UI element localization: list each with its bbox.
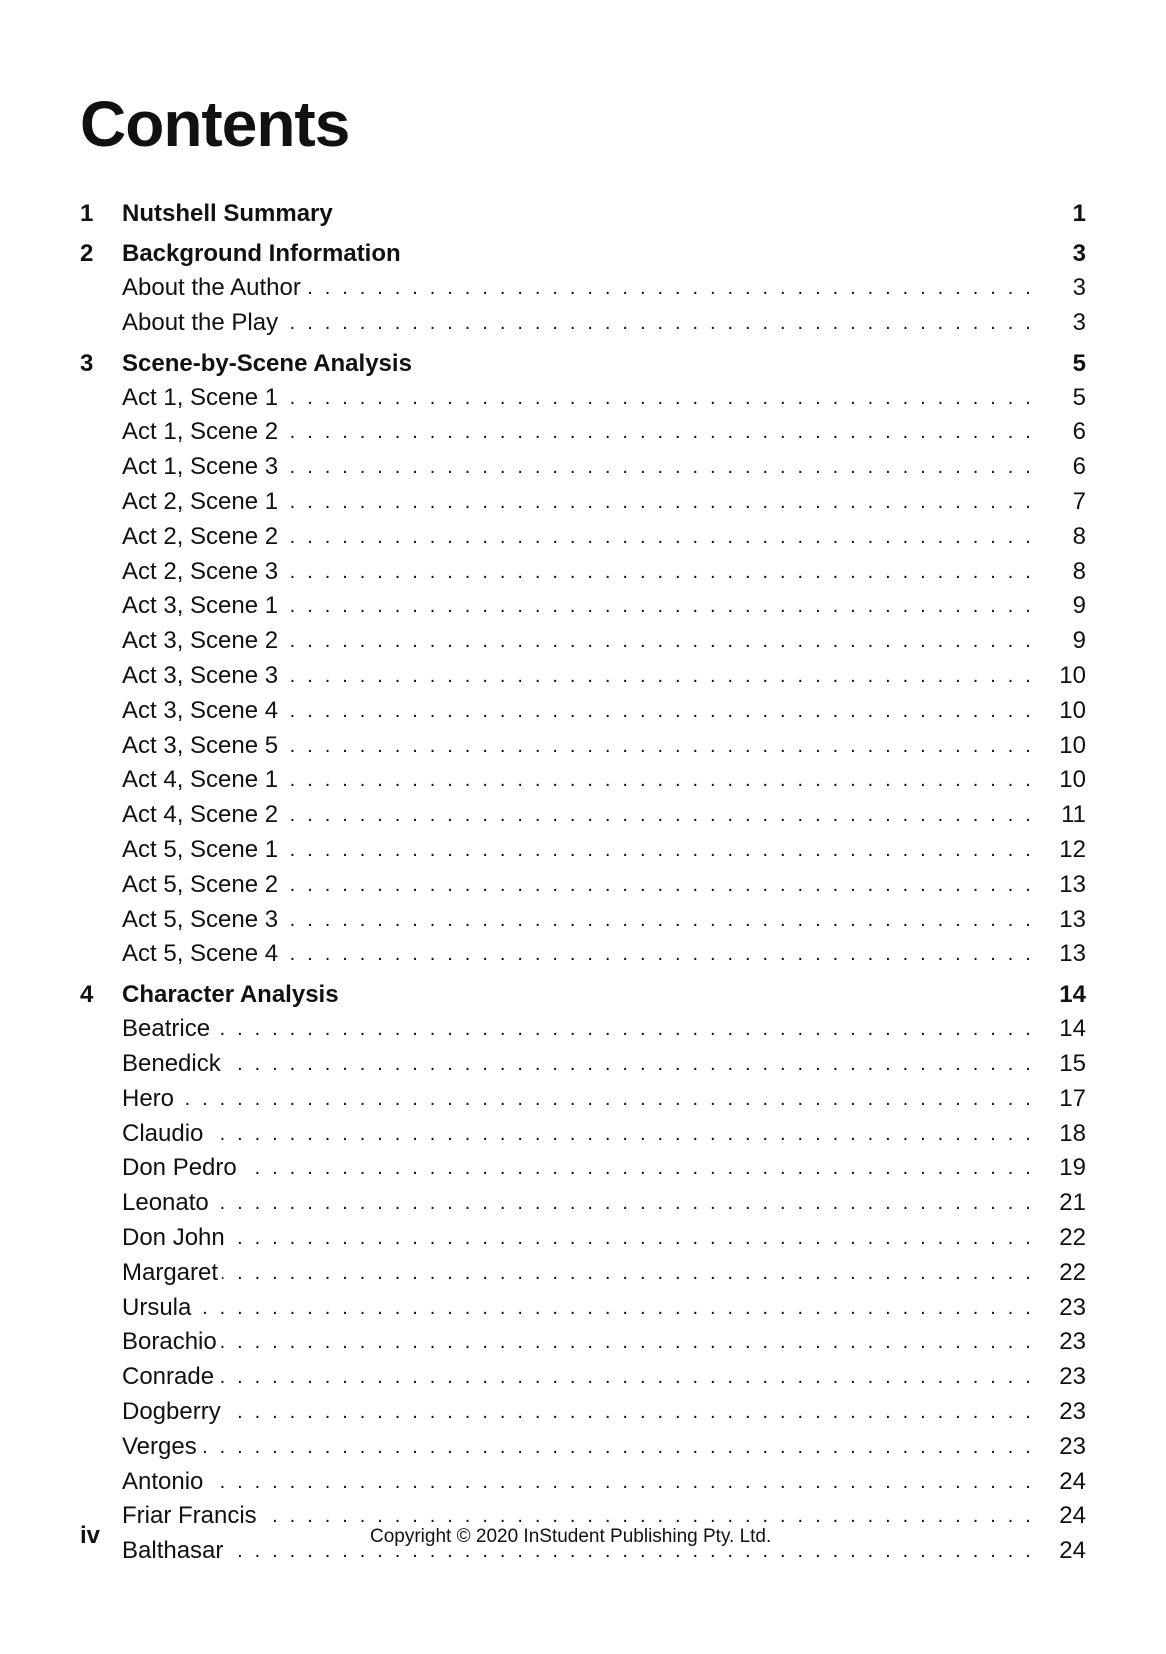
section-page-number: 1 [1072, 200, 1086, 227]
section-page-number: 14 [1059, 981, 1086, 1009]
table-of-contents [80, 196, 1086, 1569]
entry-title: Act 1, Scene 3 [122, 450, 282, 485]
entry-title: Act 5, Scene 4 [122, 937, 282, 972]
toc-entry[interactable] [80, 1465, 1086, 1500]
section-title: Scene-by-Scene Analysis [122, 349, 412, 377]
entry-title: Ursula [122, 1291, 195, 1326]
entry-page-number: 10 [1059, 766, 1086, 794]
entry-page-number: 8 [1072, 522, 1086, 550]
entry-title: Conrade [122, 1360, 218, 1395]
entry-page-number: 3 [1072, 274, 1086, 301]
entry-page-number: 10 [1059, 696, 1086, 724]
entry-title: Act 3, Scene 1 [122, 589, 282, 624]
entry-page-number: 12 [1059, 835, 1086, 863]
dot-leader [122, 1117, 1034, 1152]
toc-entry[interactable] [80, 729, 1086, 764]
entry-title: Act 2, Scene 3 [122, 555, 282, 590]
footer-page-number: iv [80, 1522, 101, 1549]
toc-entry[interactable] [80, 1499, 1086, 1534]
section-number: 3 [80, 349, 94, 377]
dot-leader [122, 1082, 1034, 1117]
toc-entry[interactable] [80, 1117, 1086, 1152]
dot-leader [122, 1151, 1034, 1186]
entry-title: Claudio [122, 1117, 207, 1152]
entry-title: About the Author [122, 271, 305, 306]
entry-title: Beatrice [122, 1012, 214, 1047]
entry-title: Benedick [122, 1047, 225, 1082]
entry-page-number: 10 [1059, 661, 1086, 689]
toc-entry[interactable] [80, 271, 1086, 306]
toc-entry[interactable] [80, 450, 1086, 485]
toc-entry[interactable] [80, 1221, 1086, 1256]
dot-leader [122, 1256, 1034, 1291]
toc-entry[interactable] [80, 937, 1086, 972]
entry-page-number: 3 [1072, 308, 1086, 336]
footer-copyright: Copyright © 2020 InStudent Publishing Pty. Ltd. [370, 1526, 772, 1547]
toc-entry[interactable] [80, 1430, 1086, 1465]
dot-leader [122, 1430, 1034, 1465]
entry-title: Act 4, Scene 1 [122, 763, 282, 798]
entry-title: Don Pedro [122, 1151, 241, 1186]
entry-title: Dogberry [122, 1395, 225, 1430]
entry-page-number: 18 [1059, 1119, 1086, 1147]
toc-entry[interactable] [80, 763, 1086, 798]
dot-leader [122, 1047, 1034, 1082]
toc-entry[interactable] [80, 833, 1086, 868]
entry-page-number: 6 [1072, 418, 1086, 446]
entry-page-number: 19 [1059, 1154, 1086, 1182]
toc-entry[interactable] [80, 1395, 1086, 1430]
entry-title: Act 4, Scene 2 [122, 798, 282, 833]
toc-entry[interactable] [80, 555, 1086, 590]
toc-entry[interactable] [80, 1012, 1086, 1047]
entry-page-number: 21 [1059, 1189, 1086, 1217]
entry-page-number: 22 [1059, 1223, 1086, 1251]
toc-entry[interactable] [80, 659, 1086, 694]
toc-section-heading[interactable] [80, 196, 1086, 231]
entry-page-number: 8 [1072, 557, 1086, 585]
entry-page-number: 23 [1059, 1328, 1086, 1356]
entry-title: Act 2, Scene 1 [122, 485, 282, 520]
entry-title: Borachio [122, 1325, 221, 1360]
entry-title: Balthasar [122, 1534, 227, 1569]
toc-section-heading[interactable] [80, 236, 1086, 271]
entry-page-number: 23 [1059, 1432, 1086, 1460]
entry-page-number: 7 [1072, 487, 1086, 515]
entry-title: Act 5, Scene 2 [122, 868, 282, 903]
entry-page-number: 13 [1059, 905, 1086, 933]
entry-page-number: 11 [1061, 801, 1086, 829]
entry-page-number: 24 [1059, 1502, 1086, 1530]
entry-title: Act 3, Scene 5 [122, 729, 282, 764]
section-title: Nutshell Summary [122, 200, 333, 227]
entry-title: Friar Francis [122, 1499, 261, 1534]
toc-entry[interactable] [80, 624, 1086, 659]
dot-leader [122, 1291, 1034, 1326]
entry-page-number: 23 [1059, 1363, 1086, 1391]
entry-title: Act 2, Scene 2 [122, 520, 282, 555]
section-title: Background Information [122, 240, 401, 267]
entry-title: Act 5, Scene 3 [122, 903, 282, 938]
dot-leader [122, 1395, 1034, 1430]
toc-section-heading[interactable] [80, 977, 1086, 1012]
toc-entry[interactable] [80, 1291, 1086, 1326]
toc-entry[interactable] [80, 868, 1086, 903]
toc-entry[interactable] [80, 1256, 1086, 1291]
entry-page-number: 6 [1072, 453, 1086, 481]
page-title: Contents [80, 88, 350, 160]
entry-page-number: 13 [1059, 870, 1086, 898]
entry-title: Act 1, Scene 1 [122, 381, 282, 416]
toc-entry[interactable] [80, 694, 1086, 729]
toc-entry[interactable] [80, 381, 1086, 416]
entry-page-number: 24 [1059, 1537, 1086, 1565]
entry-page-number: 17 [1059, 1084, 1086, 1112]
entry-page-number: 9 [1072, 627, 1086, 655]
dot-leader [122, 1360, 1034, 1395]
entry-page-number: 23 [1059, 1397, 1086, 1425]
entry-title: Margaret [122, 1256, 222, 1291]
toc-entry[interactable] [80, 1047, 1086, 1082]
dot-leader [122, 1186, 1034, 1221]
dot-leader [122, 1221, 1034, 1256]
entry-title: Act 3, Scene 2 [122, 624, 282, 659]
toc-entry[interactable] [80, 798, 1086, 833]
entry-page-number: 14 [1059, 1015, 1086, 1043]
entry-title: Don John [122, 1221, 229, 1256]
entry-title: Antonio [122, 1465, 207, 1500]
section-number: 2 [80, 240, 94, 267]
toc-entry[interactable] [80, 306, 1086, 341]
entry-page-number: 10 [1059, 731, 1086, 759]
toc-entry[interactable] [80, 1325, 1086, 1360]
toc-entry[interactable] [80, 520, 1086, 555]
entry-page-number: 13 [1059, 940, 1086, 968]
toc-entry[interactable] [80, 1082, 1086, 1117]
toc-entry[interactable] [80, 1151, 1086, 1186]
toc-entry[interactable] [80, 1186, 1086, 1221]
entry-title: Act 5, Scene 1 [122, 833, 282, 868]
toc-entry[interactable] [80, 903, 1086, 938]
entry-title: Leonato [122, 1186, 213, 1221]
entry-page-number: 23 [1059, 1293, 1086, 1321]
dot-leader [122, 1534, 1034, 1569]
toc-entry[interactable] [80, 589, 1086, 624]
section-page-number: 5 [1072, 349, 1086, 377]
toc-entry[interactable] [80, 1534, 1086, 1569]
section-title: Character Analysis [122, 981, 339, 1009]
entry-page-number: 24 [1059, 1467, 1086, 1495]
dot-leader [122, 1325, 1034, 1360]
section-number: 1 [80, 200, 94, 227]
entry-title: Act 3, Scene 4 [122, 694, 282, 729]
toc-section-heading[interactable] [80, 346, 1086, 381]
entry-title: Act 3, Scene 3 [122, 659, 282, 694]
entry-page-number: 22 [1059, 1258, 1086, 1286]
entry-title: Verges [122, 1430, 201, 1465]
entry-page-number: 5 [1072, 383, 1086, 411]
section-number: 4 [80, 981, 94, 1009]
dot-leader [122, 1465, 1034, 1500]
entry-title: Hero [122, 1082, 178, 1117]
entry-page-number: 9 [1072, 592, 1086, 620]
toc-entry[interactable] [80, 1360, 1086, 1395]
entry-title: Act 1, Scene 2 [122, 415, 282, 450]
entry-title: About the Play [122, 306, 282, 341]
dot-leader [122, 1012, 1034, 1047]
section-page-number: 3 [1072, 240, 1086, 267]
toc-entry[interactable] [80, 485, 1086, 520]
entry-page-number: 15 [1059, 1049, 1086, 1077]
toc-entry[interactable] [80, 415, 1086, 450]
